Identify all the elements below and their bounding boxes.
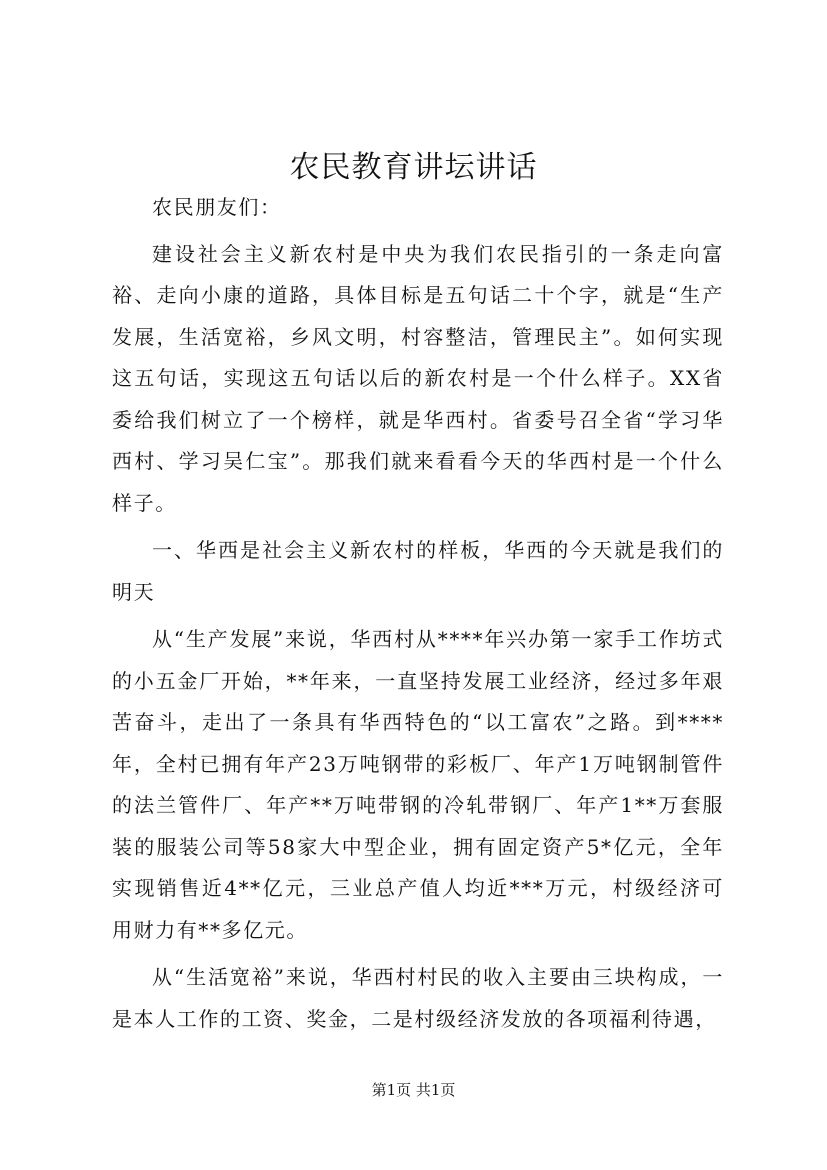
section-heading: 一、华西是社会主义新农村的样板，华西的今天就是我们的明天 [112, 538, 724, 604]
paragraph: 从“生产发展”来说，华西村从****年兴办第一家手工作坊式的小五金厂开始，**年来，一直坚持发展工业经济，经过多年艰苦奋斗，走出了一条具有华西特色的“以工富农”之路。到****年，全村已拥有年产23万吨钢带的彩板厂、年产1万吨钢制管件的法兰管件厂、年产**万吨带钢的冷轧带钢厂、年产1**万套服装的服装公司等58家大中型企业，拥有固定资产5*亿元，全年实现销售近4**亿元，三业总产值人均近***万元，村级经济可用财力有**多亿元。 [112, 627, 724, 942]
paragraph: 建设社会主义新农村是中央为我们农民指引的一条走向富裕、走向小康的道路，具体目标是五句话二十个字，就是“生产发展，生活宽裕，乡风文明，村容整洁，管理民主”。如何实现这五句话，实现这五句话以后的新农村是一个什么样子。XX省委给我们树立了一个榜样，就是华西村。省委号召全省“学习华西村、学习吴仁宝”。那我们就来看看今天的华西村是一个什么样子。 [112, 241, 724, 515]
paragraph: 从“生活宽裕”来说，华西村村民的收入主要由三块构成，一是本人工作的工资、奖金，二是村级经济发放的各项福利待遇， [112, 965, 724, 1031]
salutation: 农民朋友们： [152, 195, 282, 219]
document-body [112, 177, 724, 1046]
page-footer: 第1页 共1页 [371, 1081, 456, 1099]
document-title: 农民教育讲坛讲话 [289, 150, 538, 185]
